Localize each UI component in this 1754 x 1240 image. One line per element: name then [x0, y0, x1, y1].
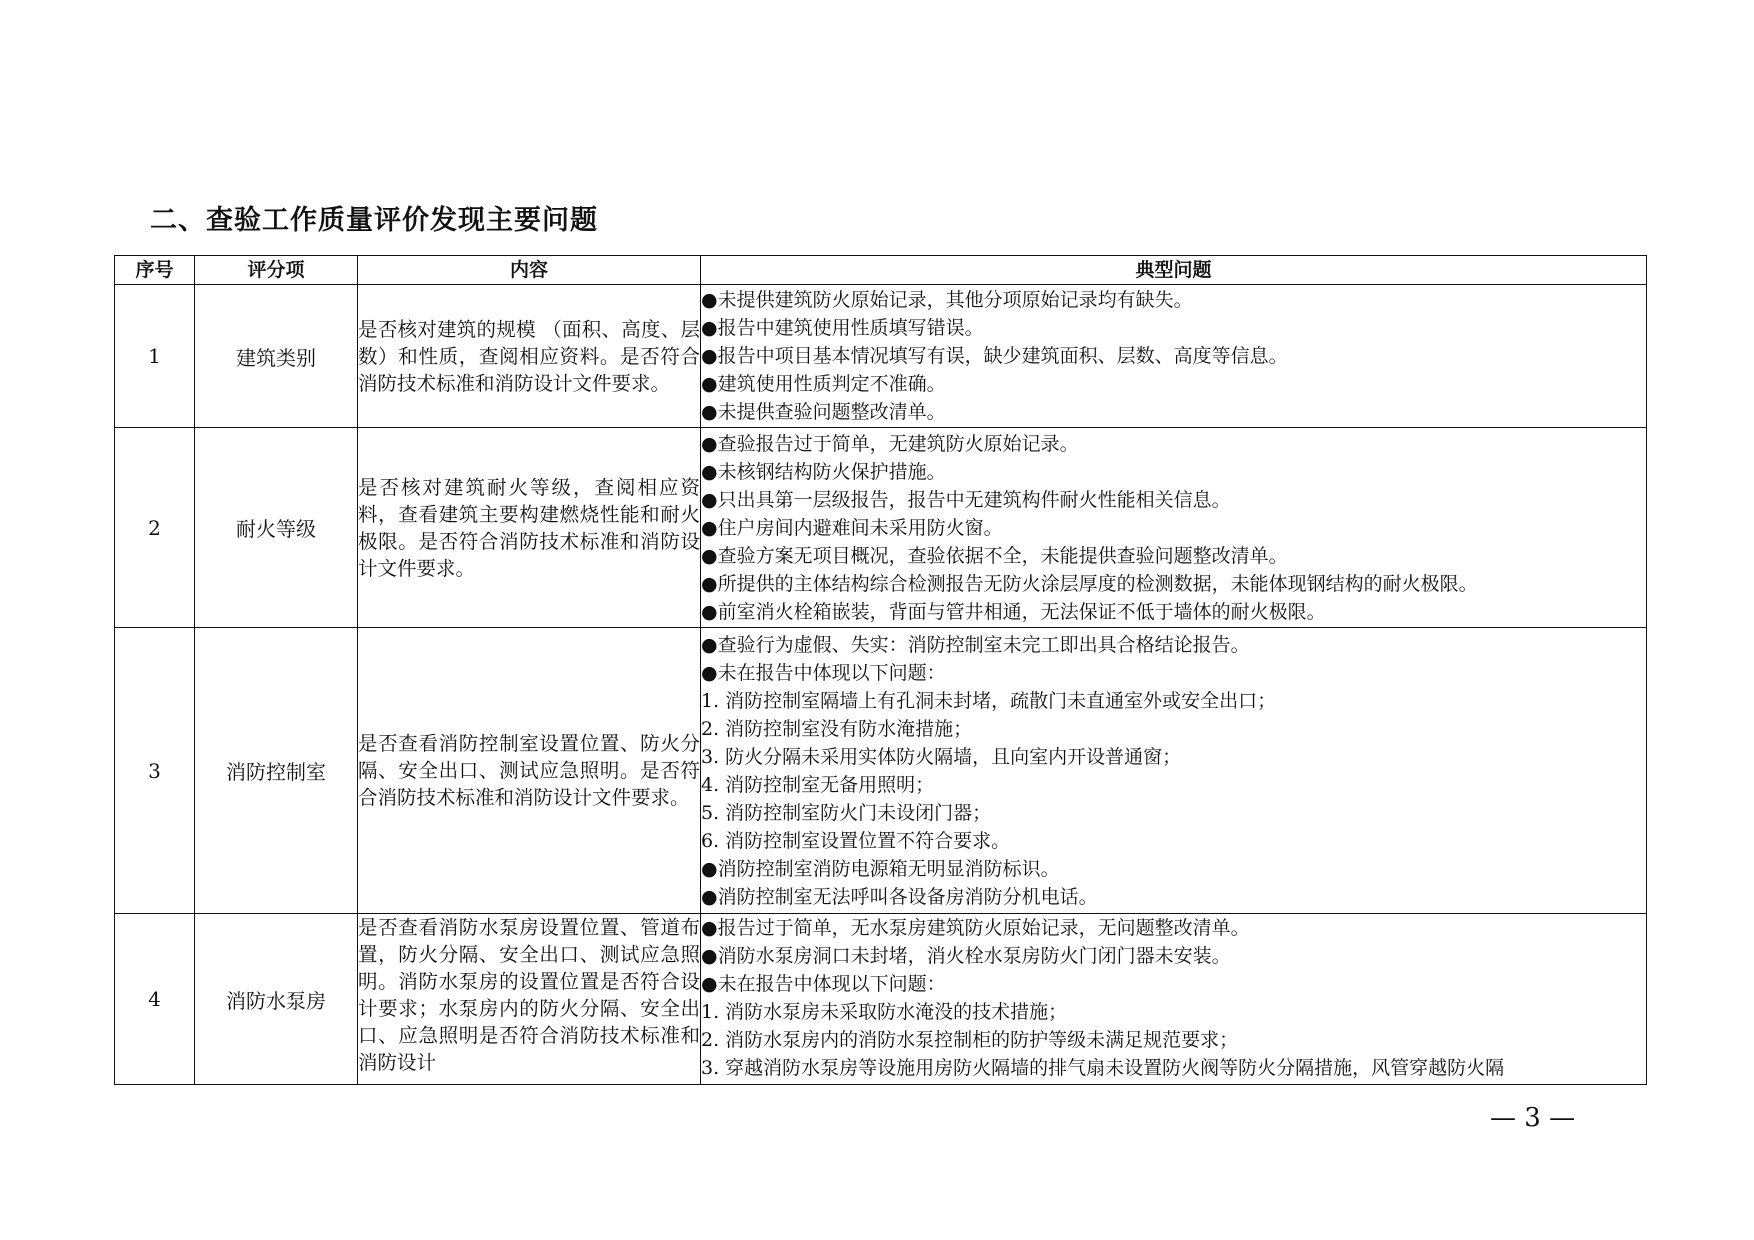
row-problems [701, 914, 1647, 1085]
problem-line: ●未在报告中体现以下问题： [701, 973, 946, 995]
problem-line: 1. 消防水泵房未采取防水淹没的技术措施； [701, 1001, 1068, 1023]
problem-line: 5. 消防控制室防火门未设闭门器； [701, 801, 992, 824]
problem-line: ●消防水泵房洞口未封堵，消火栓水泵房防火门闭门器未安装。 [701, 945, 1231, 967]
problem-line: ●消防控制室消防电源箱无明显消防标识。 [701, 857, 1060, 880]
problem-line: ●报告过于简单，无水泵房建筑防火原始记录，无问题整改清单。 [701, 917, 1250, 939]
problem-line: ●未核钢结构防火保护措施。 [701, 460, 946, 483]
problem-line: 1. 消防控制室隔墙上有孔洞未封堵，疏散门未直通室外或安全出口； [701, 689, 1277, 712]
row-number: 4 [115, 914, 195, 1085]
row-content: 是否查看消防水泵房设置位置、管道布置，防火分隔、安全出口、测试应急照明。消防水泵房的设置位置是否符合设计要求；水泵房内的防火分隔、安全出口、应急照明是否符合消防技术标准和消防设计 [358, 914, 701, 1085]
problem-line: ●住户房间内避难间未采用防火窗。 [701, 516, 1003, 539]
problem-line: 6. 消防控制室设置位置不符合要求。 [701, 829, 1011, 852]
problem-line: ●查验报告过于简单，无建筑防火原始记录。 [701, 432, 1079, 455]
problem-line: ●前室消火栓箱嵌装，背面与管井相通，无法保证不低于墙体的耐火极限。 [701, 600, 1326, 623]
problem-line: ●查验行为虚假、失实：消防控制室未完工即出具合格结论报告。 [701, 633, 1250, 656]
row-content: 是否核对建筑耐火等级，查阅相应资料，查看建筑主要构建燃烧性能和耐火极限。是否符合消防技术标准和消防设计文件要求。 [358, 428, 701, 628]
row-number: 2 [115, 428, 195, 628]
problem-line: 3. 穿越消防水泵房等设施用房防火隔墙的排气扇未设置防火阀等防火分隔措施，风管穿越防火隔 [701, 1057, 1505, 1079]
problem-line: ●报告中项目基本情况填写有误，缺少建筑面积、层数、高度等信息。 [701, 345, 1288, 367]
row-item: 建筑类别 [195, 285, 358, 428]
table-header-row [115, 256, 1647, 285]
row-content: 是否查看消防控制室设置位置、防火分隔、安全出口、测试应急照明。是否符合消防技术标准和消防设计文件要求。 [358, 628, 701, 914]
header-no: 序号 [115, 256, 195, 285]
row-item: 消防控制室 [195, 628, 358, 914]
header-content: 内容 [358, 256, 701, 285]
problem-line: ●所提供的主体结构综合检测报告无防火涂层厚度的检测数据，未能体现钢结构的耐火极限。 [701, 572, 1478, 595]
problem-line: ●只出具第一层级报告，报告中无建筑构件耐火性能相关信息。 [701, 488, 1231, 511]
row-number: 1 [115, 285, 195, 428]
page-number: — 3 — [1490, 1103, 1576, 1133]
row-problems [701, 428, 1647, 628]
problem-line: ●消防控制室无法呼叫各设备房消防分机电话。 [701, 885, 1098, 908]
problem-line: ●报告中建筑使用性质填写错误。 [701, 317, 984, 339]
table-row [115, 628, 1647, 914]
table-row [115, 285, 1647, 428]
row-problems [701, 628, 1647, 914]
row-item: 耐火等级 [195, 428, 358, 628]
row-item: 消防水泵房 [195, 914, 358, 1085]
problem-line: 2. 消防控制室没有防水淹措施； [701, 717, 973, 740]
problem-line: ●建筑使用性质判定不准确。 [701, 373, 946, 395]
problem-line: ●查验方案无项目概况，查验依据不全，未能提供查验问题整改清单。 [701, 544, 1288, 567]
issues-table [114, 255, 1647, 1085]
table-row [115, 914, 1647, 1085]
row-number: 3 [115, 628, 195, 914]
problem-line: 2. 消防水泵房内的消防水泵控制柜的防护等级未满足规范要求； [701, 1029, 1239, 1051]
problem-line: ●未提供查验问题整改清单。 [701, 401, 946, 423]
header-item: 评分项 [195, 256, 358, 285]
row-problems [701, 285, 1647, 428]
problem-line: ●未提供建筑防火原始记录，其他分项原始记录均有缺失。 [701, 289, 1193, 311]
problem-line: ●未在报告中体现以下问题： [701, 661, 946, 684]
problem-line: 3. 防火分隔未采用实体防火隔墙，且向室内开设普通窗； [701, 745, 1182, 768]
problem-line: 4. 消防控制室无备用照明； [701, 773, 935, 796]
header-problems: 典型问题 [701, 256, 1647, 285]
section-title: 二、查验工作质量评价发现主要问题 [150, 205, 598, 236]
table-row [115, 428, 1647, 628]
row-content: 是否核对建筑的规模 （面积、高度、层数）和性质，查阅相应资料。是否符合消防技术标准和消防设计文件要求。 [358, 285, 701, 428]
